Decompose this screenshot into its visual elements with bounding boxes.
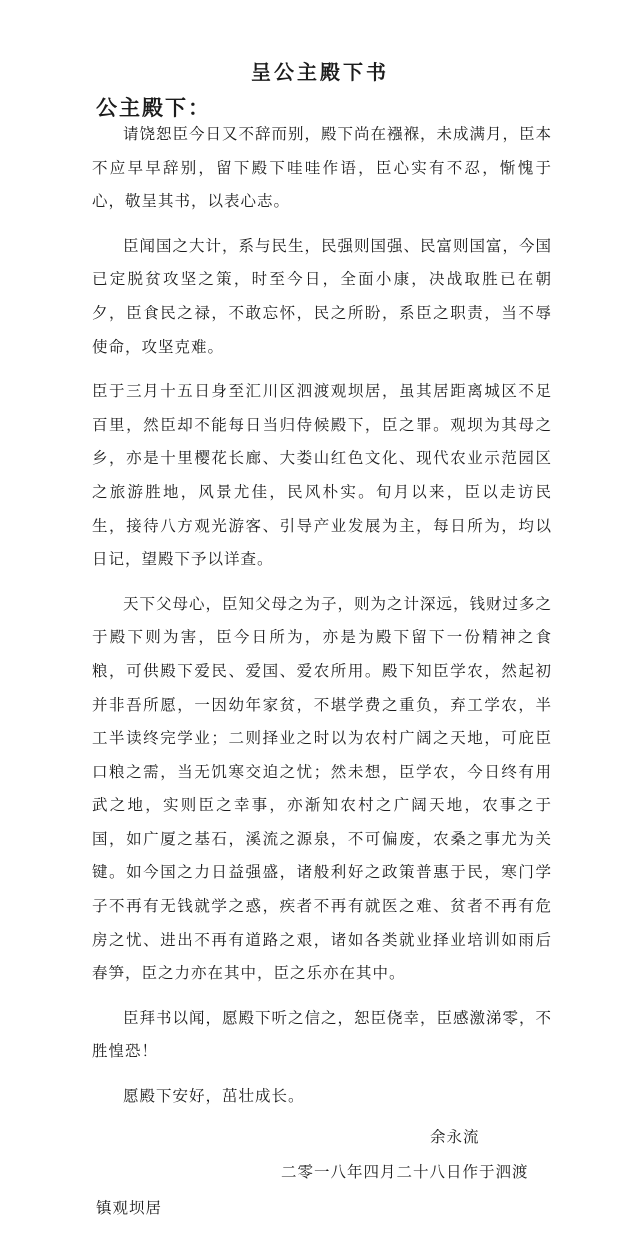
letter-body [92,118,552,1125]
salutation: 公主殿下： [96,96,211,120]
paragraph-wish: 愿殿下安好，茁壮成长。 [123,1087,305,1106]
paragraph-duty: 臣闻国之大计，系与民生，民强则国强、民富则国富，今国已定脱贫攻坚之策，时至今日，全面小康，决战取胜已在朝夕，臣食民之禄，不敢忘怀，民之所盼，系臣之职责，当不辱使命，攻坚克难。 [92,236,553,356]
paragraph-apology: 请饶恕臣今日又不辞而别，殿下尚在襁褓，未成满月，臣本不应早早辞别，留下殿下哇哇作语，臣心实有不忍，惭愧于心，敬呈其书，以表心志。 [92,125,553,211]
signature-date: 二零一八年四月二十八日作于泗渡 [281,1163,529,1181]
paragraph-closing: 臣拜书以闻，愿殿下听之信之，恕臣侥幸，臣感激涕零，不胜惶恐！ [92,1008,553,1061]
document-title: 呈公主殿下书 [251,60,389,84]
paragraph-parents: 天下父母心，臣知父母之为子，则为之计深远，钱财过多之于殿下则为害，臣今日所为，亦是为殿下留下一份精神之食粮，可供殿下爱民、爱国、爱农所用。殿下知臣学农，然起初并非吾所愿，一因幼年家贫，不堪学费之重负，弃工学农，半工半读终完学业；二则择业之时以为农村广阔之天地，可庇臣口粮之需，当无饥寒交迫之忧；然未想，臣学农，今日终有用武之地，实则臣之幸事，亦渐知农村之广阔天地，农事之于国，如广厦之基石，溪流之源泉，不可偏废，农桑之事尤为关键。如今国之力日益强盛，诸般利好之政策普惠于民，寒门学子不再有无钱就学之惑，疾者不再有就医之难、贫者不再有危房之忧、进出不再有道路之艰，诸如各类就业择业培训如雨后春笋，臣之力亦在其中，臣之乐亦在其中。 [92,594,553,983]
signature-name: 余永流 [430,1128,480,1146]
signature-date-continued: 镇观坝居 [96,1199,163,1217]
paragraph-location: 臣于三月十五日身至汇川区泗渡观坝居，虽其居距离城区不足百里，然臣却不能每日当归侍候殿下，臣之罪。观坝为其母之乡，亦是十里樱花长廊、大娄山红色文化、现代农业示范园区之旅游胜地，风景尤佳，民风朴实。旬月以来，臣以走访民生，接待八方观光游客、引导产业发展为主，每日所为，均以日记，望殿下予以详查。 [92,382,552,569]
